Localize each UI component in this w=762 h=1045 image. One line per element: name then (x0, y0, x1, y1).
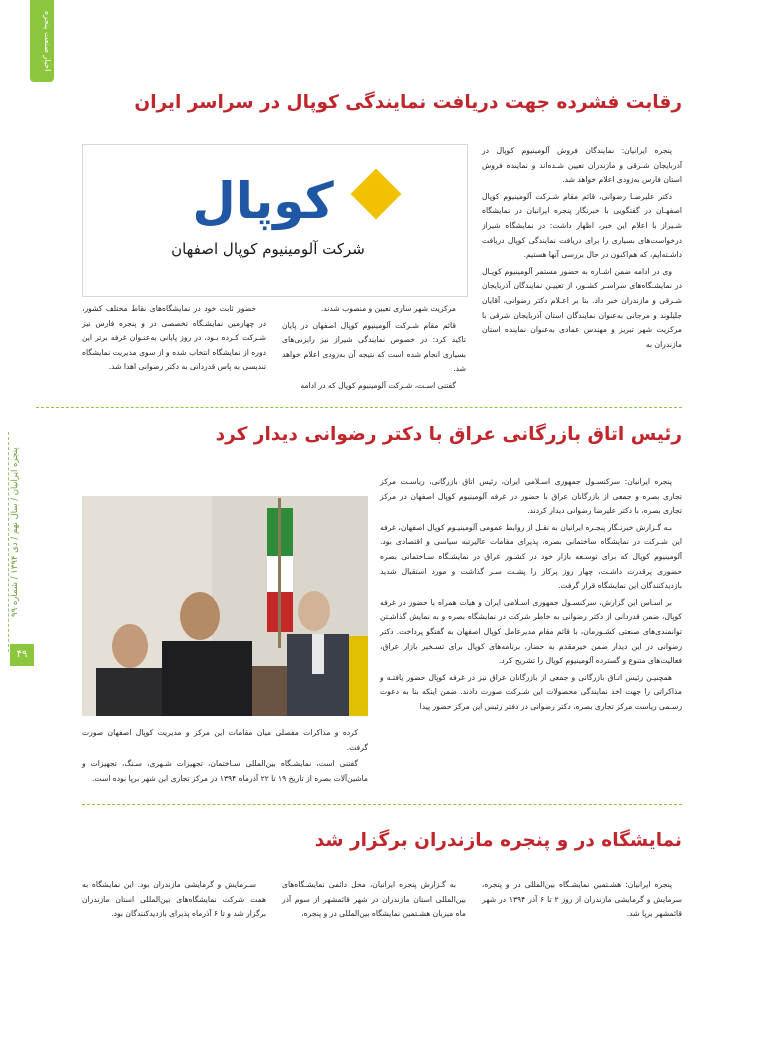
paragraph: حضور ثابت خود در نمایشگاه‌های نقاط مختلف کشور، در چهارمین نمایشـگاه تخصصی در و پنجره فارس نیز شـرکت کـرده بـود، در روز پایانی به‌عنـوان غرفه برتر این دوره از نمایشگاه انتخاب شده و از سوی مدیریت نمایشگاه تندیسی به پاس قدردانی به دکتر رضوانی اهدا شد. (82, 304, 266, 372)
paragraph: پنجره ایرانیان: نمایندگان فروش آلومینیوم کوپال در آذربایجان شـرقی و مازندران تعیین شـده‌اند و نماینده فروش استان فارس به‌زودی اعلام خواهد شد. (482, 146, 682, 185)
section-divider (36, 407, 682, 408)
article3-col-right (482, 878, 682, 924)
paragraph: بر اسـاس این گزارش، سرکنسـول جمهوری اسـلامی ایران و هیات همراه با حضور در غرفه کوپال، ضمن قدردانی از دکتر رضوانی به خاطر شرکت در نمایشگاه بصره و به نمایش گذاشـتن توانمندی‌های صنعتی کشـورمان، با قائم مقام مدیرعامل کوپال اصفهان به گفتگو پرداخت. دکتر رضوانی در این دیدار ضمن خیرمقدم به حضار، برنامه‌های کوپال برای تسـخیر بازار عراق، فعالیت‌های متنوع و گسترده آلومینیوم کوپال را تشریح کرد. (380, 597, 682, 666)
paragraph: به گـزارش پنجره ایرانیان، محل دائمی نمایشـگاه‌های بین‌المللی استان مازندران در شهر قائمشهر از سوم آذر ماه میزبان هشـتمین نمایشگاه بین‌المللی در و پنجره، (282, 880, 466, 919)
kopal-logo (82, 144, 468, 297)
paragraph: مرکزیت شهر ساری تعیین و منصوب شدند. (320, 304, 456, 313)
article1-col-mid (282, 302, 466, 396)
paragraph: گفتنی اسـت، شـرکت آلومینیوم کوپال که در ادامه (300, 380, 456, 390)
meeting-photo-illustration (82, 496, 368, 716)
section-tab (30, 0, 54, 82)
article1-col-left (82, 302, 266, 377)
section-tab-label: اخبار صنعت پنجره (43, 10, 52, 72)
article3-col-left (82, 878, 266, 924)
issue-info-strip (10, 432, 28, 652)
paragraph: دکتر علیرضـا رضوانی، قائم مقام شـرکت آلومینیوم کوپال اصفهـان در گفتگویی با خبرنگار پنجره ایرانیان در نمایشگاه شـیراز با اعلام این خبر، اظهار داشت: در نمایشگاه شیراز درخواست‌های بسیاری را برای دریافت نمایندگی کوپال دریافت داشـته‌ایم، که هم‌اکنون در حال بررسی آنها هستیم. (482, 191, 682, 260)
logo-wordmark: کوپال (192, 172, 334, 230)
paragraph: همچنیـن رئیس اتـاق بازرگانی و جمعی از بازرگانان عراق نیز در غرفه کوپال حضور یافتـه و مذاکراتی را جهت اخذ نمایندگی محصولات این شـرکت صورت دادند. ضمن اینکه بنا به دعوت رسـمی ریاست مرکز تجاری بصره، دکتر رضوانی در دفتر رئیس این مرکز حضور پیدا (380, 672, 682, 711)
paragraph: پنجره ایرانیان: سرکنسـول جمهوری اسـلامی ایران، رئیس اتاق بازرگانی، ریاسـت مرکز تجاری بصره و جمعی از بازرگانان عراق با حضور در غرفه آلومینیوم کوپال اصفهان در مرکز تجاری بصره، با دکتر علیرضا رضوانی دیدار کردند. (380, 477, 682, 516)
paragraph: پنجره ایرانیان: هشـتمین نمایشـگاه بین‌المللی در و پنجره، سرمایش و گرمایشی مازندران از روز ۲ تا ۶ آذر ۱۳۹۴ در شهر قائمشهر برپا شد. (482, 880, 682, 919)
article2-col-right (380, 475, 682, 717)
logo-subtitle: شرکت آلومینیوم کوپال اصفهان (171, 240, 365, 258)
paragraph: بـه گـزارش خبرنـگار پنجـره ایرانیان به نقـل از روابط عمومی آلومینیـوم کوپال اصفهان، غرفه این شـرکت در نمایشگاه ساختمانی بصره، پذیرای مقامات عالیرتبه سیاسی و اقتصادی بود. آلومینیوم کوپال که برای توسـعه بازار خود در کشـور عراق در نمایشـگاه سـاختمانی بصره حضوری پرقدرت داشـت، چهار روز پرکار را پشـت سـر گذاشت و مورد استقبال شدید بازدیدکنندگان این نمایشگاه قرار گرفت. (380, 522, 682, 591)
article3-title: نمایشگاه در و پنجره مازندران برگزار شد (314, 830, 682, 851)
paragraph: کرده و مذاکرات مفصلی میان مقامات این مرکز و مدیریت کوپال اصفهان صورت گرفت. (82, 728, 368, 752)
article2-col-left (82, 726, 368, 788)
paragraph: وی در ادامه ضمن اشـاره به حضور مستمر آلومینیوم کوپـال در نمایشـگاه‌های سراسـر کشـور، از تعییـن نمایندگان آذربایجان شـرقی و مازندران خبر داد. بنا بر اعـلام دکتر رضوانی، آقایان جلیلوند و مرجانی به‌عنوان نمایندگان استان آذربایجان شرقی با مرکزیت شهر تبریز و مهندس عمادی به‌عنوان نماینده استان مازندران به (482, 266, 682, 349)
article1-title: رقابت فشرده جهت دریافت نمایندگی کوپال در سراسر ایران (134, 92, 682, 113)
article1-col-right (482, 144, 682, 354)
paragraph: سـرمایش و گرمایشی مازندران بود. این نمایشگاه به همت شرکت نمایشگاه‌های بین‌المللی استان مازندران برگزار شد و تا ۶ آذرماه پذیرای بازدیدکنندگان بود. (82, 880, 266, 919)
issue-info-text: پنجره ایرانیان / سال نهم / دی ۱۳۹۴ / شماره ۹۹ (10, 447, 20, 617)
article3-col-mid (282, 878, 466, 924)
paragraph: قائم مقام شـرکت آلومینیوم کوپال اصفهان در پایان تاکید کرد: در خصوص نمایندگی شیراز نیز رایزنی‌های بسیاری انجام شده است که نتیجه آن به‌زودی اعلام خواهد شد. (282, 320, 466, 374)
article2-title: رئیس اتاق بازرگانی عراق با دکتر رضوانی دیدار کرد (215, 424, 682, 445)
meeting-photo (82, 496, 368, 716)
page-number: ۴۹ (10, 644, 34, 666)
paragraph: گفتنی است، نمایشـگاه بین‌المللی سـاختمان، تجهیزات شـهری، سـنگ، تجهیزات و ماشین‌آلات بصره از تاریخ ۱۹ تا ۲۲ آذرماه ۱۳۹۴ در مرکز تجاری این شهر برپا بوده است. (82, 759, 368, 783)
section-divider (82, 804, 682, 805)
